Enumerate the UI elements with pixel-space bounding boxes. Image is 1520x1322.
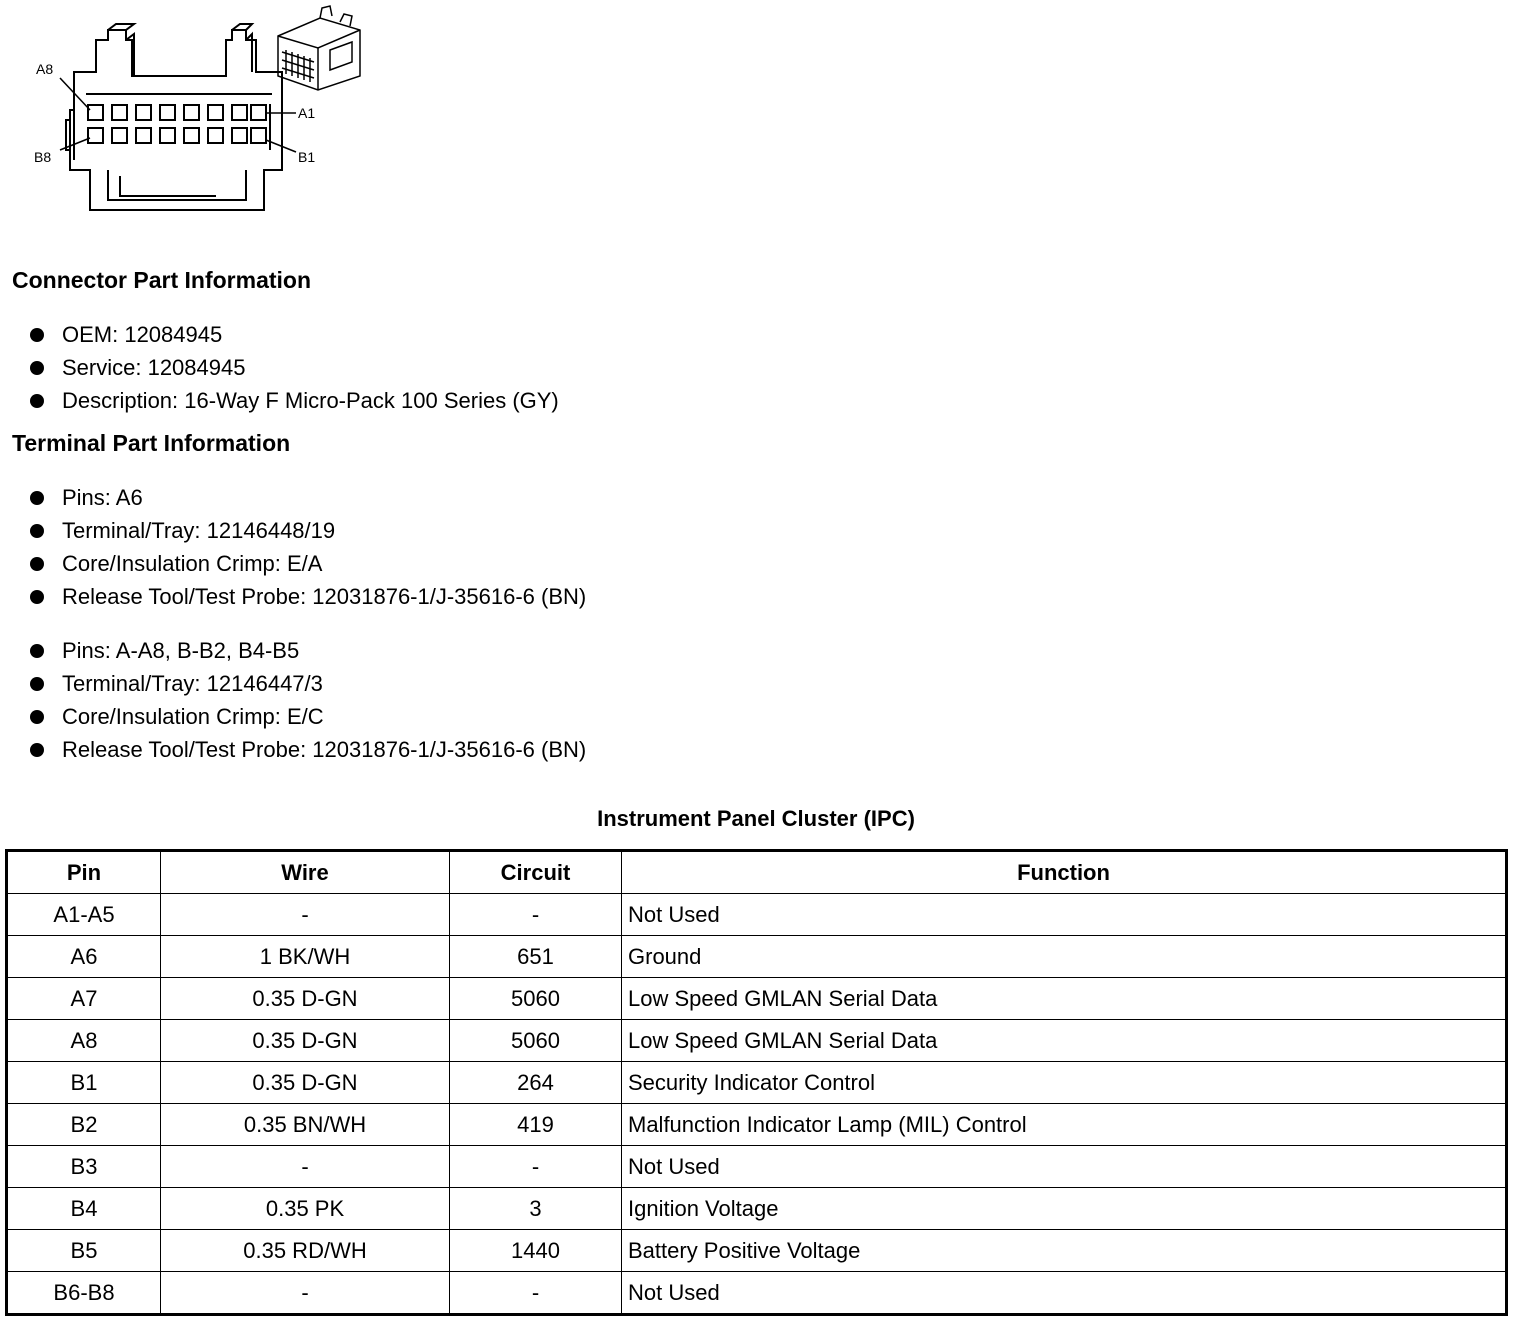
- cell-pin: A8: [7, 1020, 161, 1062]
- list-item: Service: 12084945: [30, 351, 559, 384]
- cell-wire: -: [161, 1272, 450, 1315]
- list-item: Release Tool/Test Probe: 12031876-1/J-35616-6 (BN): [30, 733, 586, 766]
- cell-circuit: 264: [450, 1062, 622, 1104]
- bullet-icon: [30, 557, 44, 571]
- connector-diagram: [0, 0, 380, 220]
- column-header-function: Function: [622, 851, 1507, 894]
- cell-function: Ground: [622, 936, 1507, 978]
- cell-wire: 0.35 D-GN: [161, 978, 450, 1020]
- label-a8: A8: [36, 61, 54, 77]
- pinout-table: [5, 849, 1508, 1316]
- cell-circuit: 651: [450, 936, 622, 978]
- table-row: [7, 978, 1507, 1020]
- list-item: Core/Insulation Crimp: E/A: [30, 547, 586, 580]
- cell-pin: B6-B8: [7, 1272, 161, 1315]
- table-row: [7, 1062, 1507, 1104]
- list-item: Terminal/Tray: 12146448/19: [30, 514, 586, 547]
- bullet-icon: [30, 328, 44, 342]
- cell-wire: 0.35 D-GN: [161, 1020, 450, 1062]
- bullet-icon: [30, 524, 44, 538]
- column-header-pin: Pin: [7, 851, 161, 894]
- cell-function: Security Indicator Control: [622, 1062, 1507, 1104]
- cell-circuit: -: [450, 894, 622, 936]
- table-row: [7, 1104, 1507, 1146]
- cell-function: Not Used: [622, 894, 1507, 936]
- list-item: Terminal/Tray: 12146447/3: [30, 667, 586, 700]
- terminal-part-list-1: [30, 481, 586, 613]
- label-a1: A1: [298, 105, 316, 121]
- cell-pin: A6: [7, 936, 161, 978]
- cell-wire: 0.35 RD/WH: [161, 1230, 450, 1272]
- terminal-part-heading: Terminal Part Information: [12, 430, 291, 456]
- cell-wire: 0.35 PK: [161, 1188, 450, 1230]
- bullet-icon: [30, 590, 44, 604]
- table-row: [7, 894, 1507, 936]
- cell-circuit: 3: [450, 1188, 622, 1230]
- table-title: Instrument Panel Cluster (IPC): [597, 806, 915, 831]
- cell-function: Battery Positive Voltage: [622, 1230, 1507, 1272]
- cell-circuit: 1440: [450, 1230, 622, 1272]
- cell-wire: 0.35 D-GN: [161, 1062, 450, 1104]
- connector-part-heading: Connector Part Information: [12, 267, 312, 293]
- list-item: Pins: A-A8, B-B2, B4-B5: [30, 634, 586, 667]
- cell-wire: -: [161, 894, 450, 936]
- cell-function: Malfunction Indicator Lamp (MIL) Control: [622, 1104, 1507, 1146]
- cell-wire: 0.35 BN/WH: [161, 1104, 450, 1146]
- cell-pin: B5: [7, 1230, 161, 1272]
- cell-wire: 1 BK/WH: [161, 936, 450, 978]
- cell-pin: B2: [7, 1104, 161, 1146]
- cell-function: Low Speed GMLAN Serial Data: [622, 1020, 1507, 1062]
- list-item: OEM: 12084945: [30, 318, 559, 351]
- list-item: Description: 16-Way F Micro-Pack 100 Series (GY): [30, 384, 559, 417]
- table-row: [7, 1272, 1507, 1315]
- bullet-icon: [30, 491, 44, 505]
- cell-pin: A7: [7, 978, 161, 1020]
- connector-part-list: [30, 318, 559, 417]
- table-row: [7, 936, 1507, 978]
- connector-iso-view: [278, 6, 360, 90]
- cell-pin: A1-A5: [7, 894, 161, 936]
- cell-function: Ignition Voltage: [622, 1188, 1507, 1230]
- list-item: Release Tool/Test Probe: 12031876-1/J-35616-6 (BN): [30, 580, 586, 613]
- bullet-icon: [30, 644, 44, 658]
- cell-circuit: 5060: [450, 978, 622, 1020]
- cell-function: Low Speed GMLAN Serial Data: [622, 978, 1507, 1020]
- label-b8: B8: [34, 149, 52, 165]
- cell-function: Not Used: [622, 1146, 1507, 1188]
- cell-circuit: 5060: [450, 1020, 622, 1062]
- cell-circuit: -: [450, 1272, 622, 1315]
- column-header-wire: Wire: [161, 851, 450, 894]
- bullet-icon: [30, 677, 44, 691]
- label-b1: B1: [298, 149, 316, 165]
- bullet-icon: [30, 710, 44, 724]
- cell-pin: B3: [7, 1146, 161, 1188]
- cell-circuit: -: [450, 1146, 622, 1188]
- list-item: Core/Insulation Crimp: E/C: [30, 700, 586, 733]
- table-header-row: [7, 851, 1507, 894]
- cell-circuit: 419: [450, 1104, 622, 1146]
- cell-pin: B4: [7, 1188, 161, 1230]
- cell-pin: B1: [7, 1062, 161, 1104]
- bullet-icon: [30, 394, 44, 408]
- table-row: [7, 1146, 1507, 1188]
- table-row: [7, 1020, 1507, 1062]
- cell-function: Not Used: [622, 1272, 1507, 1315]
- terminal-part-list-2: [30, 634, 586, 766]
- table-row: [7, 1230, 1507, 1272]
- table-row: [7, 1188, 1507, 1230]
- cell-wire: -: [161, 1146, 450, 1188]
- column-header-circuit: Circuit: [450, 851, 622, 894]
- bullet-icon: [30, 361, 44, 375]
- bullet-icon: [30, 743, 44, 757]
- list-item: Pins: A6: [30, 481, 586, 514]
